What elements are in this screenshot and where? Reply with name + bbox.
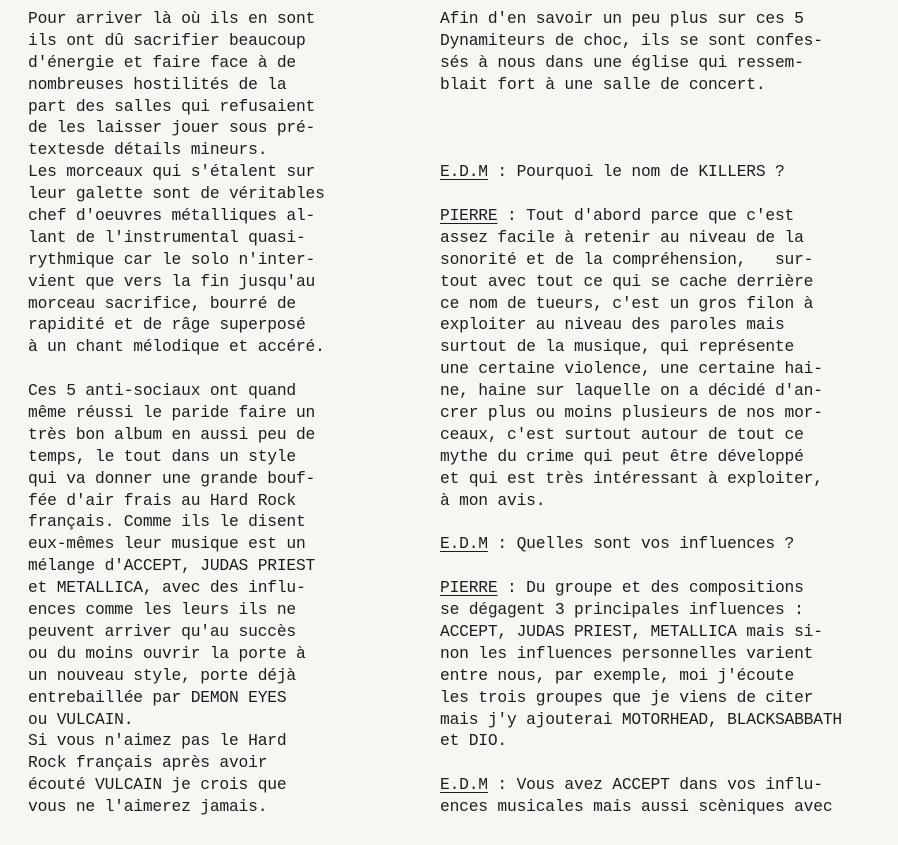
- interview-answer: [440, 205, 890, 511]
- interview-question: [440, 161, 890, 183]
- text-line: ou du moins ouvrir la porte à: [28, 643, 306, 663]
- left-column: [28, 8, 428, 818]
- paragraph: [28, 8, 428, 358]
- question-text: : Quelles sont vos influences ?: [487, 534, 795, 554]
- speaker-label: PIERRE: [440, 578, 498, 598]
- speaker-label: PIERRE: [440, 206, 498, 226]
- text-line: lant de l'instrumental quasi-: [28, 227, 306, 247]
- text-line: Les morceaux qui s'étalent sur: [28, 162, 316, 182]
- text-line: crer plus ou moins plusieurs de nos mor-: [440, 403, 823, 423]
- interview-answer: [440, 577, 890, 752]
- text-line: se dégagent 3 principales influences :: [440, 600, 804, 620]
- text-line: de les laisser jouer sous pré-: [28, 118, 316, 138]
- paragraph: [28, 380, 428, 818]
- text-line: d'énergie et faire face à de: [28, 52, 296, 72]
- text-line: [440, 577, 890, 599]
- text-line: Pour arriver là où ils en sont: [28, 9, 316, 28]
- text-line: blait fort à une salle de concert.: [440, 74, 766, 94]
- text-line: mais j'y ajouterai MOTORHEAD, BLACKSABBATH: [440, 709, 842, 729]
- text-line: ences musicales mais aussi scèniques avec: [440, 797, 833, 817]
- text-line: une certaine violence, une certaine hai-: [440, 359, 823, 379]
- text-line: ne, haine sur laquelle on a décidé d'an-: [440, 381, 823, 401]
- text-line: ils ont dû sacrifier beaucoup: [28, 30, 306, 50]
- text-line: écouté VULCAIN je crois que: [28, 775, 287, 795]
- text-line: ences comme les leurs ils ne: [28, 600, 296, 620]
- text-line: même réussi le paride faire un: [28, 403, 316, 423]
- interview-question: [440, 533, 890, 555]
- answer-text: : Du groupe et des compositions: [497, 578, 804, 598]
- text-line: les trois groupes que je viens de citer: [440, 687, 814, 707]
- text-line: textesde détails mineurs.: [28, 140, 268, 160]
- text-line: à un chant mélodique et accéré.: [28, 337, 325, 357]
- text-line: Si vous n'aimez pas le Hard: [28, 731, 287, 751]
- question-text: : Vous avez ACCEPT dans vos influ-: [487, 775, 823, 795]
- text-line: Rock français après avoir: [28, 753, 268, 773]
- interview-question: [440, 774, 890, 818]
- text-line: français. Comme ils le disent: [28, 512, 306, 532]
- text-line: un nouveau style, porte déjà: [28, 665, 296, 685]
- text-line: tout avec tout ce qui se cache derrière: [440, 271, 814, 291]
- text-line: ACCEPT, JUDAS PRIEST, METALLICA mais si-: [440, 621, 823, 641]
- text-line: mythe du crime qui peut être développé: [440, 446, 804, 466]
- paragraph-gap: [440, 183, 890, 205]
- speaker-label: E.D.M: [440, 162, 488, 182]
- intro-paragraph: [440, 8, 890, 96]
- text-line: mélange d'ACCEPT, JUDAS PRIEST: [28, 556, 316, 576]
- text-line: nombreuses hostilités de la: [28, 74, 287, 94]
- text-line: ou VULCAIN.: [28, 709, 134, 729]
- text-line: vous ne l'aimerez jamais.: [28, 797, 268, 817]
- text-line: qui va donner une grande bouf-: [28, 468, 316, 488]
- paragraph-gap: [440, 752, 890, 774]
- text-line: sonorité et de la compréhension, sur-: [440, 249, 814, 269]
- paragraph-gap: [440, 512, 890, 534]
- right-column: [440, 8, 890, 818]
- text-line: [440, 533, 890, 555]
- paragraph-gap: [440, 555, 890, 577]
- text-line: Ces 5 anti-sociaux ont quand: [28, 381, 296, 401]
- text-line: non les influences personnelles varient: [440, 643, 814, 663]
- text-line: sés à nous dans une église qui ressem-: [440, 52, 804, 72]
- text-line: surtout de la musique, qui représente: [440, 337, 795, 357]
- text-line: Afin d'en savoir un peu plus sur ces 5: [440, 9, 804, 28]
- text-line: [440, 161, 890, 183]
- text-line: Dynamiteurs de choc, ils se sont confes-: [440, 30, 823, 50]
- text-line: à mon avis.: [440, 490, 546, 510]
- text-line: [440, 774, 890, 796]
- text-line: peuvent arriver qu'au succès: [28, 621, 296, 641]
- text-line: et qui est très intéressant à exploiter,: [440, 468, 823, 488]
- text-line: entre nous, par exemple, moi j'écoute: [440, 665, 795, 685]
- text-line: vient que vers la fin jusqu'au: [28, 271, 316, 291]
- text-line: morceau sacrifice, bourré de: [28, 293, 296, 313]
- text-line: rapidité et de râge superposé: [28, 315, 306, 335]
- text-line: rythmique car le solo n'inter-: [28, 249, 316, 269]
- text-line: temps, le tout dans un style: [28, 446, 296, 466]
- text-line: assez facile à retenir au niveau de la: [440, 227, 804, 247]
- text-line: eux-mêmes leur musique est un: [28, 534, 306, 554]
- text-line: exploiter au niveau des paroles mais: [440, 315, 785, 335]
- paragraph-gap: [440, 96, 890, 162]
- speaker-label: E.D.M: [440, 775, 488, 795]
- text-line: ce nom de tueurs, c'est un gros filon à: [440, 293, 814, 313]
- speaker-label: E.D.M: [440, 534, 488, 554]
- text-line: entrebaillée par DEMON EYES: [28, 687, 287, 707]
- text-line: et METALLICA, avec des influ-: [28, 578, 306, 598]
- text-line: [440, 205, 890, 227]
- text-line: ceaux, c'est surtout autour de tout ce: [440, 424, 804, 444]
- text-line: chef d'oeuvres métalliques al-: [28, 206, 316, 226]
- text-line: part des salles qui refusaient: [28, 96, 316, 116]
- paragraph-gap: [28, 358, 428, 380]
- text-line: leur galette sont de véritables: [28, 184, 325, 204]
- answer-text: : Tout d'abord parce que c'est: [497, 206, 795, 226]
- text-line: très bon album en aussi peu de: [28, 424, 316, 444]
- question-text: : Pourquoi le nom de KILLERS ?: [487, 162, 785, 182]
- text-line: fée d'air frais au Hard Rock: [28, 490, 296, 510]
- text-line: et DIO.: [440, 731, 507, 751]
